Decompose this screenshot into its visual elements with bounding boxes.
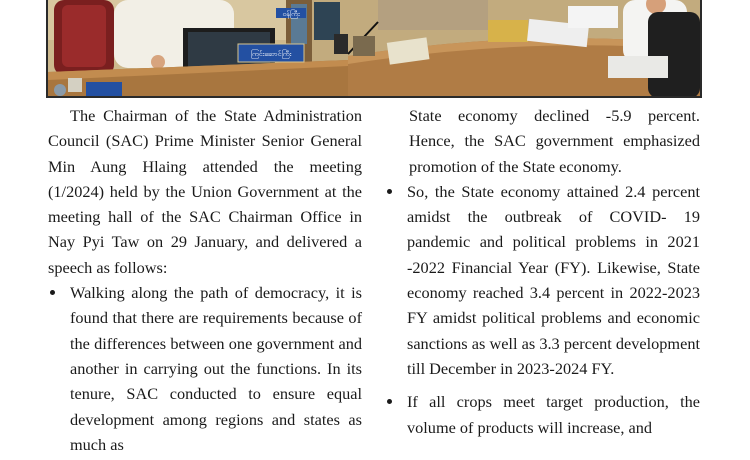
bullet-icon (50, 290, 55, 295)
left-column (48, 103, 362, 457)
list-item (385, 389, 700, 440)
list-item (385, 179, 700, 381)
intro-paragraph: The Chairman of the State Administration Council (SAC) Prime Minister Senior General Min Aung Hlaing attended the meeting (1/2024) held by the Union Government at the meeting hall of the SAC Chairman Office in Nay Pyi Taw on 29 January, and delivered a speech as follows: (48, 106, 362, 277)
bullet-icon (387, 189, 392, 194)
continuation-paragraph: State economy declined -5.9 percent. Hence, the SAC government emphasized promotion of the State economy. (409, 106, 700, 176)
list-item (48, 280, 362, 457)
nameplate-left-text: ကြင်းဆောင်ကြီး (250, 50, 292, 58)
right-column (385, 103, 700, 440)
meeting-photo-illustration (48, 0, 702, 98)
nameplate-right-text: ဝန်ကြီး (282, 10, 300, 18)
left-bullet-list (48, 280, 362, 457)
right-bullet-list (385, 179, 700, 440)
bullet-text: Walking along the path of democracy, it is found that there are requirements because of the differences between one government and another in carrying out the functions. In its tenure, SAC conducted to ensure equal development among regions and states as much as (70, 283, 362, 454)
bullet-icon (387, 399, 392, 404)
meeting-photo (46, 0, 702, 98)
bullet-text: So, the State economy attained 2.4 percent amidst the outbreak of COVID- 19 pandemic and political problems in 2021 -2022 Financial Year (FY). Likewise, State economy reached 3.4 percent in 2022-2023 FY amidst political problems and economic sanctions as well as 3.3 percent development till December in 2023-2024 FY. (407, 181, 700, 378)
bullet-text: If all crops meet target production, the volume of products will increase, and (407, 392, 700, 437)
